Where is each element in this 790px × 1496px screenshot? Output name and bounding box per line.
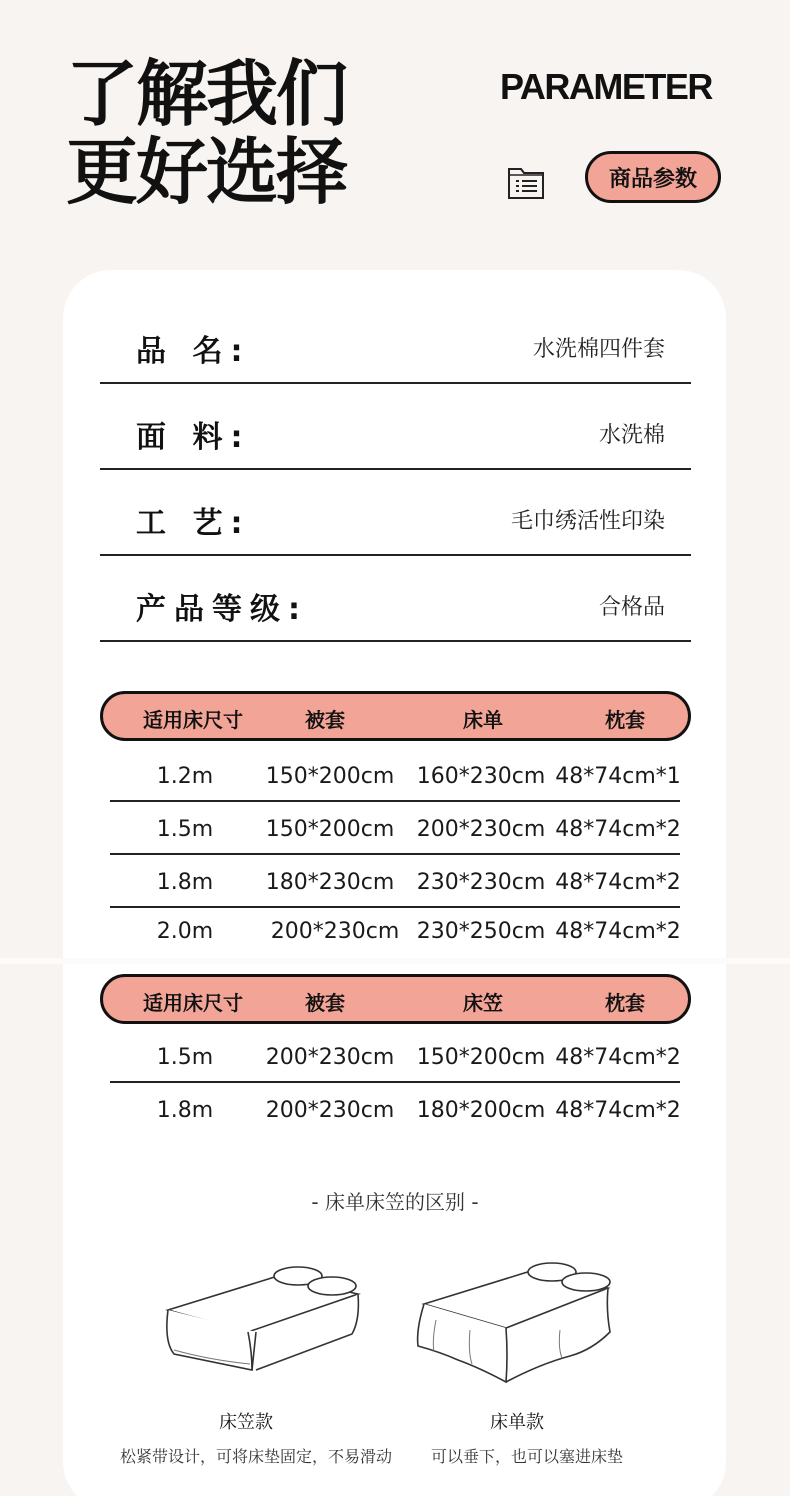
info-label: 面 料: [136, 420, 251, 455]
column-header: 床单 [463, 708, 503, 732]
table-cell: 150*200cm [416, 1045, 546, 1070]
info-row-name [100, 298, 691, 384]
flat-sheet-description: 可以垂下，也可以塞进床垫 [430, 1447, 624, 1466]
column-header: 被套 [305, 708, 345, 732]
info-row-grade [100, 556, 691, 642]
table-cell: 1.5m [156, 817, 214, 842]
flat-sheet-bed-illustration [410, 1260, 620, 1390]
table-cell: 48*74cm*2 [555, 817, 681, 842]
fitted-sheet-description: 松紧带设计，可将床垫固定，不易滑动 [119, 1447, 393, 1466]
column-header: 枕套 [605, 991, 645, 1015]
table-row [110, 907, 680, 957]
difference-title: - 床单床笠的区别 - [311, 1190, 479, 1214]
column-header: 床笠 [463, 991, 503, 1015]
table-cell: 48*74cm*2 [555, 919, 681, 944]
info-value: 水洗棉 [598, 423, 665, 448]
table-cell: 200*230cm [416, 817, 546, 842]
table-cell: 200*230cm [270, 919, 400, 944]
headline-line-1: 了解我们 [66, 52, 347, 136]
column-header: 被套 [305, 991, 345, 1015]
table-cell: 48*74cm*2 [555, 1045, 681, 1070]
table-cell: 1.8m [156, 1098, 214, 1123]
table-cell: 180*230cm [265, 870, 395, 895]
table-cell: 1.5m [156, 1045, 214, 1070]
table-cell: 150*200cm [265, 764, 395, 789]
table-cell: 200*230cm [265, 1098, 395, 1123]
table-cell: 2.0m [156, 919, 214, 944]
document-list-icon [506, 165, 546, 201]
table-cell: 48*74cm*2 [555, 870, 681, 895]
table-row [110, 1086, 680, 1136]
flat-sheet-label: 床单款 [490, 1412, 544, 1433]
table-cell: 160*230cm [416, 764, 546, 789]
fitted-sheet-label: 床笠款 [219, 1412, 273, 1433]
table2-header [100, 974, 691, 1024]
table-cell: 200*230cm [265, 1045, 395, 1070]
info-value: 毛巾绣活性印染 [510, 509, 665, 534]
table-cell: 48*74cm*1 [555, 764, 681, 789]
column-header: 适用床尺寸 [143, 991, 243, 1015]
table-row [110, 752, 680, 802]
table-cell: 1.2m [156, 764, 214, 789]
column-header: 适用床尺寸 [143, 708, 243, 732]
table-cell: 48*74cm*2 [555, 1098, 681, 1123]
info-row-craft [100, 470, 691, 556]
product-params-badge: 商品参数 [585, 151, 721, 203]
table-cell: 180*200cm [416, 1098, 546, 1123]
parameter-title: PARAMETER [500, 66, 712, 107]
info-label: 品 名: [136, 334, 251, 369]
headline-line-2: 更好选择 [66, 130, 347, 214]
info-value: 合格品 [598, 595, 665, 620]
table-cell: 230*250cm [416, 919, 546, 944]
table-cell: 230*230cm [416, 870, 546, 895]
table-row [110, 805, 680, 855]
info-row-fabric [100, 384, 691, 470]
fitted-sheet-bed-illustration [160, 1262, 370, 1382]
divider-band [0, 958, 790, 964]
table-row [110, 858, 680, 908]
info-label: 产品等级: [136, 592, 308, 627]
table1-header [100, 691, 691, 741]
table-cell: 1.8m [156, 870, 214, 895]
info-value: 水洗棉四件套 [532, 337, 665, 362]
table-row [110, 1033, 680, 1083]
column-header: 枕套 [605, 708, 645, 732]
table-cell: 150*200cm [265, 817, 395, 842]
headline [66, 52, 347, 214]
info-label: 工 艺: [136, 506, 251, 541]
